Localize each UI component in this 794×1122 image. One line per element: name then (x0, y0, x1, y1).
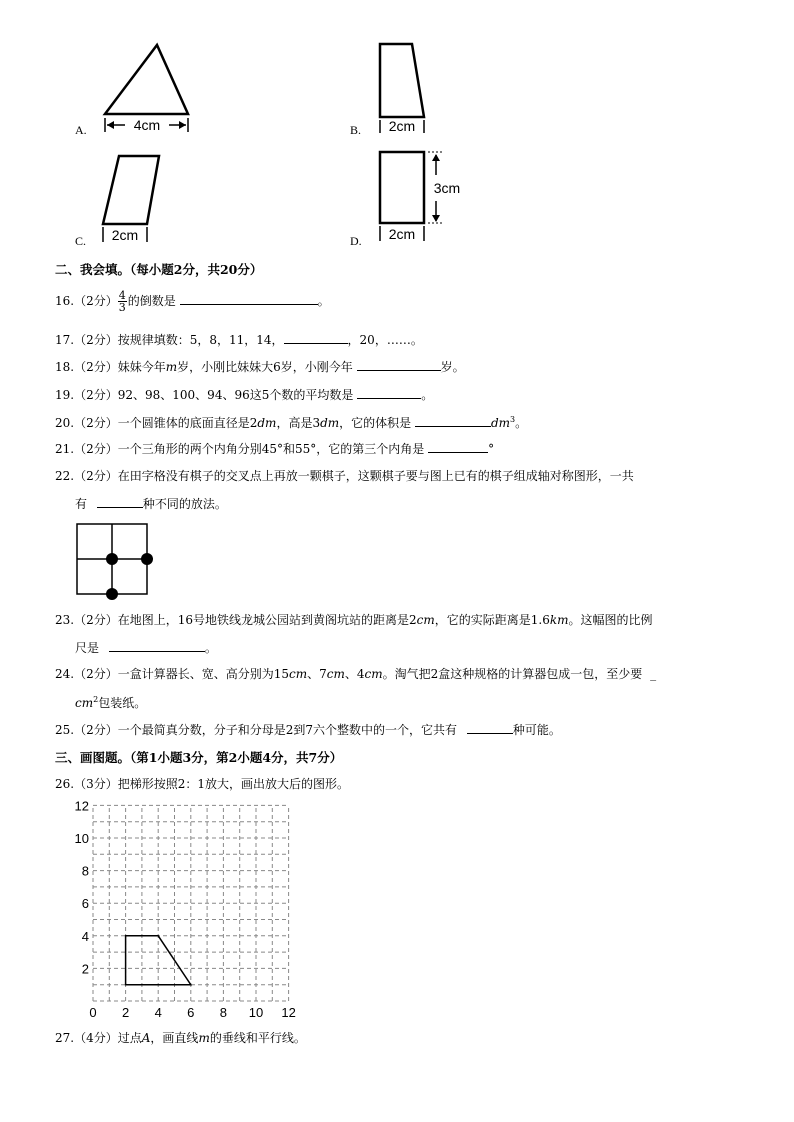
question-19: 19.（2分）92、98、100、94、96这5个数的平均数是 。 (55, 388, 434, 402)
question-27: 27.（4分）过点A，画直线m的垂线和平行线。 (55, 1031, 306, 1045)
figure-c-measure: 2cm (111, 227, 139, 243)
question-24-line2: $cm^2$包装纸。 (75, 695, 147, 710)
question-16: 16.（2分） $\frac{4}{3}$ 的倒数是 。 (55, 289, 330, 314)
question-25: 25.（2分）一个最简真分数，分子和分母是2到7六个整数中的一个，它共有 种可能。 (55, 723, 561, 737)
figure-a-triangle (95, 40, 200, 135)
tian-grid-figure (70, 518, 160, 604)
chess-piece (106, 553, 118, 565)
option-b-label: B. (350, 123, 362, 137)
option-c-label: C. (75, 234, 87, 248)
y-tick-label: 12 (74, 798, 89, 814)
answer-blank-23[interactable] (109, 639, 205, 652)
option-d-label: D. (350, 234, 362, 248)
fraction: $\frac{4}{3}$ (118, 289, 126, 314)
answer-blank-16[interactable] (180, 292, 318, 305)
figure-d-measure: 2cm (388, 226, 416, 242)
question-21: 21.（2分）一个三角形的两个内角分别45°和55°，它的第三个内角是 ° (55, 442, 495, 456)
x-tick-label: 10 (248, 1005, 264, 1020)
y-tick-label: 4 (81, 928, 89, 944)
answer-blank-18[interactable] (357, 358, 441, 371)
answer-blank-21[interactable] (428, 440, 488, 453)
x-tick-label: 4 (154, 1005, 162, 1020)
answer-blank-24[interactable]: _ (650, 667, 657, 681)
section-3-title: 三、画图题。（第1小题3分，第2小题4分，共7分） (55, 750, 343, 765)
y-tick-label: 2 (81, 961, 89, 977)
question-23-line2: 尺是 。 (75, 641, 217, 655)
answer-blank-22[interactable] (97, 495, 143, 508)
answer-blank-19[interactable] (357, 386, 421, 399)
figure-a-measure: 4cm (133, 117, 161, 133)
figure-b-trapezoid (372, 38, 437, 135)
x-tick-label: 6 (187, 1005, 195, 1020)
section-2-title: 二、我会填。（每小题2分，共20分） (55, 262, 263, 277)
question-22-line2: 有 种不同的放法。 (75, 497, 227, 511)
figure-c-parallelogram (95, 150, 170, 245)
answer-blank-17[interactable] (284, 331, 348, 344)
answer-blank-20[interactable] (415, 414, 491, 427)
question-20: 20.（2分）一个圆锥体的底面直径是2dm，高是3dm，它的体积是 $dm^3$。 (55, 415, 528, 430)
question-22: 22.（2分）在田字格没有棋子的交叉点上再放一颗棋子，这颗棋子要与图上已有的棋子组成轴对称图形，一共 (55, 469, 634, 483)
question-18: 18.（2分）妹妹今年m岁，小刚比妹妹大6岁，小刚今年 岁。 (55, 360, 465, 374)
figure-b-measure: 2cm (388, 118, 416, 134)
option-a-label: A. (75, 123, 87, 137)
chess-piece (141, 553, 153, 565)
x-tick-label: 0 (89, 1005, 97, 1020)
y-tick-label: 6 (81, 896, 89, 912)
x-tick-label: 12 (281, 1005, 296, 1020)
question-23: 23.（2分）在地图上，16号地铁线龙城公园站到黄阁坑站的距离是2cm，它的实际距离是1.6km。这幅图的比例 (55, 613, 653, 627)
chess-piece (106, 588, 118, 600)
answer-blank-25[interactable] (467, 721, 513, 734)
question-26: 26.（3分）把梯形按照2：1放大，画出放大后的图形。 (55, 777, 350, 791)
figure-d-trapezoid (372, 145, 472, 245)
question-17: 17.（2分）按规律填数：5，8，11，14， ，20，……。 (55, 333, 423, 347)
y-tick-label: 10 (74, 831, 89, 846)
coordinate-grid (70, 798, 300, 1023)
question-24: 24.（2分）一盒计算器长、宽、高分别为15cm、7cm、4cm。淘气把2盒这种规格的计算器包成一包，至少要 _ (55, 667, 657, 681)
x-tick-label: 2 (121, 1005, 130, 1020)
figure-d-height: 3cm (433, 180, 461, 196)
x-tick-label: 8 (219, 1005, 228, 1020)
y-tick-label: 8 (81, 863, 89, 879)
